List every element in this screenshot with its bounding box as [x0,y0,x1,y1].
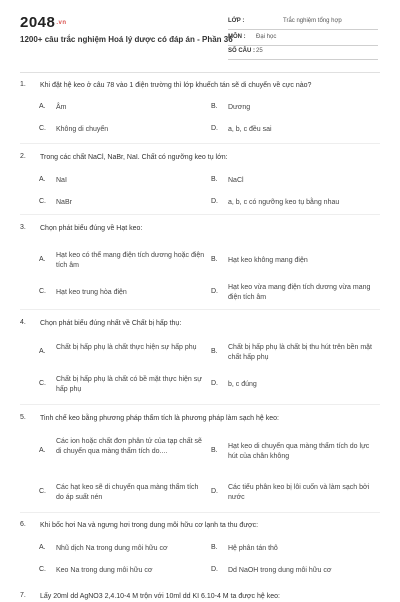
meta-value: Trắc nghiệm tổng hợp [283,18,342,24]
question-number: 1. [20,81,26,88]
meta-label: MÔN : [228,34,246,40]
option-letter: B. [211,447,218,454]
question-separator [20,143,380,144]
option-letter: B. [211,544,218,551]
option-letter: A. [39,176,46,183]
option-letter: D. [211,380,218,387]
option-letter: C. [39,125,46,132]
logo-suffix: .vn [56,20,67,27]
option-letter: B. [211,176,218,183]
question-text: Trong các chất NaCl, NaBr, NaI. Chất có ngưỡng keo tụ lớn: [40,154,228,161]
option-text: Dd NaOH trong dung môi hữu cơ [228,567,332,574]
page-header [0,0,400,70]
logo-text: 2048 [20,14,56,31]
meta-label: SỐ CÂU : [228,48,255,54]
meta-value: 25 [256,48,263,54]
question-number: 3. [20,224,26,231]
option-text: Hạt keo có thể mang điện tích dương hoặc điện tích âm [56,252,205,269]
option-letter: A. [39,544,46,551]
question-text: Tinh chế keo bằng phương pháp thẩm tích là phương pháp làm sạch hệ keo: [40,415,279,422]
meta-value: Đại học [256,34,277,40]
option-letter: C. [39,566,46,573]
question-separator [20,404,380,405]
question-text: Khi bốc hơi Na và ngưng hơi trong dung môi hữu cơ lạnh ta thu được: [40,522,259,529]
option-letter: D. [211,125,218,132]
option-letter: B. [211,348,218,355]
option-text: b, c đúng [228,381,257,388]
meta-row-class [228,15,378,30]
site-logo[interactable] [20,14,67,31]
option-text: Hệ phân tán thô [228,545,278,552]
option-letter: A. [39,103,46,110]
option-text: Các hạt keo sẽ di chuyển qua màng thẩm tích do áp suất nén [56,484,199,501]
option-text: Các ion hoặc chất đơn phân tử của tạp chất sẽ di chuyển qua màng thẩm tích do.... [56,438,202,455]
option-text: Chất bị hấp phụ là chất thực hiện sự hấp phụ [56,344,197,351]
option-text: NaBr [56,199,72,206]
option-text: Hạt keo trung hòa điện [56,289,127,296]
question-text: Khi đặt hệ keo ở câu 78 vào 1 điện trường thì lớp khuếch tán sẽ di chuyển về cực nào? [40,82,312,89]
option-text: Chất bị hấp phụ là chất có bề mặt thực hiện sự hấp phụ [56,376,202,393]
meta-label: LỚP : [228,18,245,24]
option-text: Chất bị hấp phụ là chất bị thu hút trên bền mặt chất hấp phụ [228,344,372,361]
option-text: NaI [56,177,67,184]
option-text: a, b, c đều sai [228,126,272,133]
question-text: Chọn phát biểu đúng về Hạt keo: [40,225,143,232]
question-number: 7. [20,592,26,599]
document-title: 1200+ câu trắc nghiệm Hoá lý dược có đáp án - Phần 36 [20,35,233,44]
meta-row-count [228,45,378,60]
header-divider [20,72,380,73]
option-letter: C. [39,380,46,387]
option-text: a, b, c có ngưỡng keo tụ bằng nhau [228,199,340,206]
question-number: 4. [20,319,26,326]
option-text: Keo Na trong dung môi hữu cơ [56,567,153,574]
option-text: NaCl [228,177,244,184]
option-text: Hạt keo không mang điện [228,257,308,264]
question-text: Lấy 20ml dd AgNO3 2,4.10-4 M trộn với 10ml dd KI 6.10-4 M ta được hệ keo: [40,593,280,600]
option-letter: D. [211,488,218,495]
question-separator [20,512,380,513]
option-letter: C. [39,288,46,295]
meta-row-subject [228,31,378,46]
question-number: 2. [20,153,26,160]
question-text: Chọn phát biểu đúng nhất về Chất bị hấp thụ: [40,320,182,327]
option-letter: A. [39,256,46,263]
option-letter: D. [211,198,218,205]
option-letter: D. [211,566,218,573]
option-text: Các tiểu phân keo bị lôi cuốn và làm sạch bởi nước [228,484,370,501]
question-number: 6. [20,521,26,528]
option-letter: B. [211,256,218,263]
option-letter: C. [39,488,46,495]
question-separator [20,309,380,310]
option-letter: B. [211,103,218,110]
option-letter: D. [211,288,218,295]
option-letter: A. [39,348,46,355]
question-number: 5. [20,414,26,421]
option-text: Âm [56,104,67,111]
option-text: Không di chuyển [56,126,109,133]
option-text: Dương [228,104,251,111]
option-letter: C. [39,198,46,205]
option-text: Hạt keo vừa mang điện tích dương vừa mang điện tích âm [228,284,371,301]
option-text: Hạt keo di chuyển qua màng thẩm tích do lực hút của chân không [228,443,370,460]
option-letter: A. [39,447,46,454]
question-separator [20,214,380,215]
option-text: Nhũ dịch Na trong dung môi hữu cơ [56,545,168,552]
